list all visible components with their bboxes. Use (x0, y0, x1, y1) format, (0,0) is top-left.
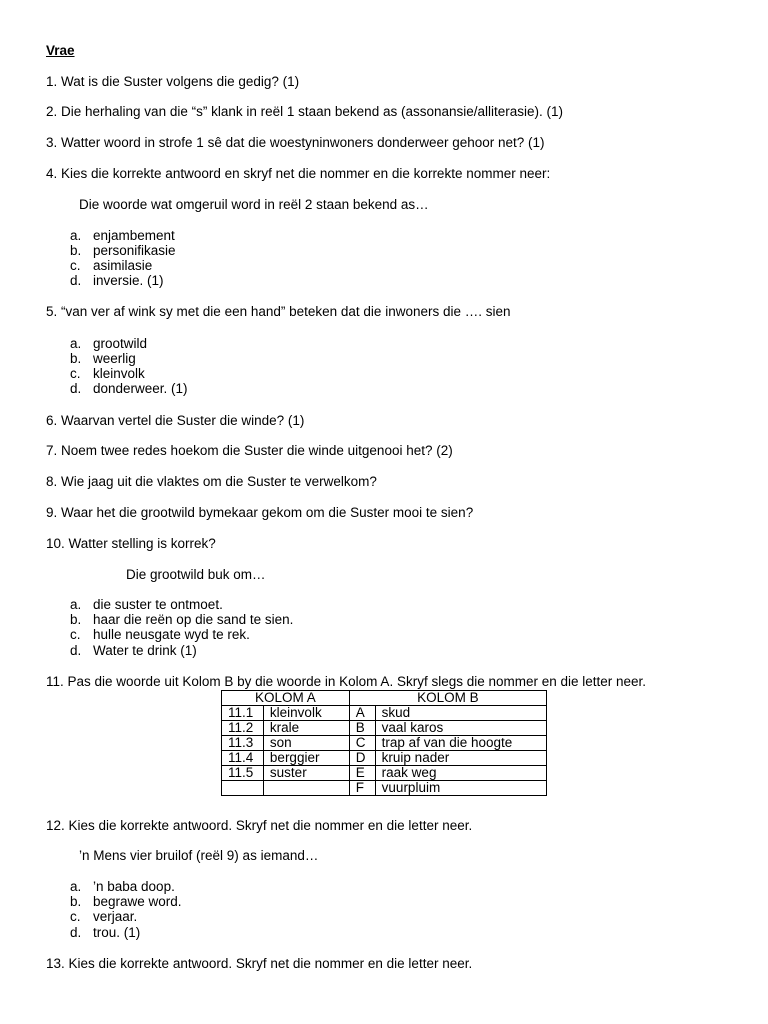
row-match: skud (375, 706, 546, 721)
option-letter: c. (70, 909, 81, 924)
option-letter: b. (70, 351, 82, 366)
option-letter: c. (70, 366, 81, 381)
option-letter: b. (70, 612, 82, 627)
question-4-stem: Die woorde wat omgeruil word in reël 2 staan bekend as… (79, 197, 429, 212)
row-match: vaal karos (375, 721, 546, 736)
column-b-header: KOLOM B (349, 691, 546, 706)
row-letter: E (349, 766, 375, 781)
row-match: trap af van die hoogte (375, 736, 546, 751)
table-row (222, 736, 547, 751)
option-text: trou. (1) (93, 925, 141, 940)
option-text: die suster te ontmoet. (93, 597, 223, 612)
row-letter: B (349, 721, 375, 736)
row-number: 11.2 (222, 721, 264, 736)
table-row (222, 706, 547, 721)
question-3: 3. Watter woord in strofe 1 sê dat die woestyninwoners donderweer gehoor net? (1) (46, 135, 545, 150)
row-word: berggier (263, 751, 349, 766)
row-number (222, 781, 264, 796)
option-letter: d. (70, 381, 82, 396)
page-heading: Vrae (46, 43, 75, 58)
table-row (222, 781, 547, 796)
option-letter: b. (70, 894, 82, 909)
table-row (222, 766, 547, 781)
row-word: kleinvolk (263, 706, 349, 721)
table-row (222, 721, 547, 736)
option-text: donderweer. (1) (93, 381, 188, 396)
option-letter: d. (70, 273, 82, 288)
row-number: 11.4 (222, 751, 264, 766)
question-9: 9. Waar het die grootwild bymekaar gekom om die Suster mooi te sien? (46, 505, 474, 520)
question-5: 5. “van ver af wink sy met die een hand” beteken dat die inwoners die …. sien (46, 304, 511, 319)
row-letter: F (349, 781, 375, 796)
row-word: suster (263, 766, 349, 781)
row-number: 11.5 (222, 766, 264, 781)
matching-table (221, 690, 547, 796)
question-11: 11. Pas die woorde uit Kolom B by die woorde in Kolom A. Skryf slegs die nommer en die letter neer. (46, 674, 647, 689)
option-text: personifikasie (93, 243, 176, 258)
row-match: raak weg (375, 766, 546, 781)
option-text: verjaar. (93, 909, 138, 924)
row-letter: C (349, 736, 375, 751)
question-1: 1. Wat is die Suster volgens die gedig? (1) (46, 74, 300, 89)
question-10: 10. Watter stelling is korrek? (46, 536, 216, 551)
option-text: begrawe word. (93, 894, 182, 909)
option-letter: a. (70, 879, 82, 894)
row-match: kruip nader (375, 751, 546, 766)
column-a-header: KOLOM A (222, 691, 350, 706)
option-text: weerlig (93, 351, 136, 366)
option-text: asimilasie (93, 258, 153, 273)
option-letter: b. (70, 243, 82, 258)
row-number: 11.3 (222, 736, 264, 751)
row-word: krale (263, 721, 349, 736)
question-12-stem: ’n Mens vier bruilof (reël 9) as iemand… (79, 848, 319, 863)
question-8: 8. Wie jaag uit die vlaktes om die Suster te verwelkom? (46, 474, 377, 489)
option-letter: c. (70, 258, 81, 273)
option-letter: a. (70, 597, 82, 612)
question-12: 12. Kies die korrekte antwoord. Skryf net die nommer en die letter neer. (46, 818, 473, 833)
option-letter: d. (70, 925, 82, 940)
option-text: haar die reën op die sand te sien. (93, 612, 294, 627)
table-header-row (222, 691, 547, 706)
question-7: 7. Noem twee redes hoekom die Suster die winde uitgenooi het? (2) (46, 443, 453, 458)
question-6: 6. Waarvan vertel die Suster die winde? (1) (46, 413, 305, 428)
option-text: ’n baba doop. (93, 879, 175, 894)
option-letter: c. (70, 627, 81, 642)
row-word (263, 781, 349, 796)
option-letter: a. (70, 228, 82, 243)
option-letter: d. (70, 643, 82, 658)
row-word: son (263, 736, 349, 751)
row-number: 11.1 (222, 706, 264, 721)
option-text: inversie. (1) (93, 273, 164, 288)
table-row (222, 751, 547, 766)
option-text: kleinvolk (93, 366, 145, 381)
question-2: 2. Die herhaling van die “s” klank in reël 1 staan bekend as (assonansie/alliterasie). (1) (46, 104, 564, 119)
row-match: vuurpluim (375, 781, 546, 796)
option-text: hulle neusgate wyd te rek. (93, 627, 250, 642)
question-10-stem: Die grootwild buk om… (126, 567, 266, 582)
option-text: enjambement (93, 228, 175, 243)
question-4: 4. Kies die korrekte antwoord en skryf net die nommer en die korrekte nommer neer: (46, 166, 551, 181)
row-letter: D (349, 751, 375, 766)
option-text: Water te drink (1) (93, 643, 197, 658)
row-letter: A (349, 706, 375, 721)
option-text: grootwild (93, 336, 148, 351)
question-13: 13. Kies die korrekte antwoord. Skryf net die nommer en die letter neer. (46, 956, 473, 971)
option-letter: a. (70, 336, 82, 351)
